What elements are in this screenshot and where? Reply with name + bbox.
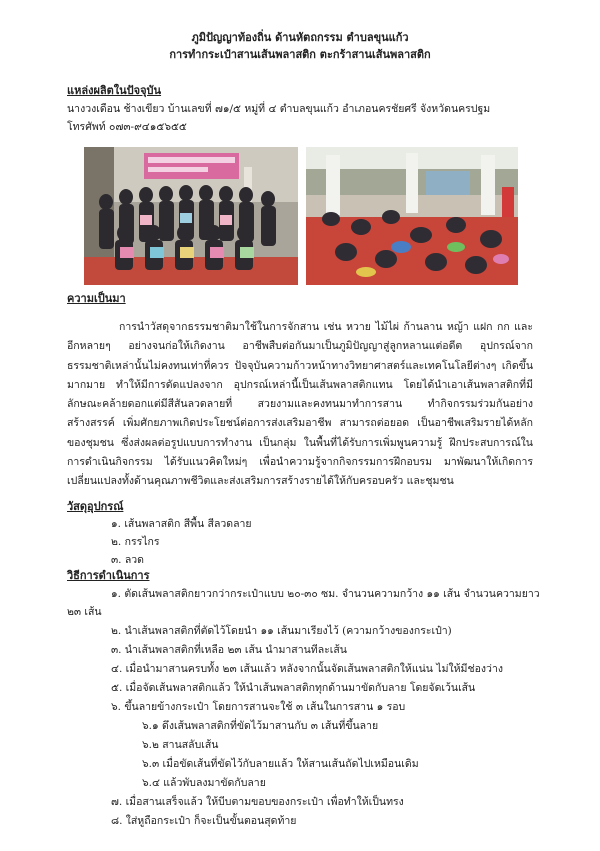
method-substep: ๖.๓ เมื่อขัดเส้นที่ขัดไว้กับลายแล้ว ให้สานเส้นถัดไปเหมือนเดิม (142, 758, 419, 770)
materials-heading: วัสดุอุปกรณ์ (67, 500, 124, 513)
method-step: ๑. ตัดเส้นพลาสติกยาวกว่ากระเป๋าแบบ ๒๐-๓๐ ซม. จำนวนความกว้าง ๑๑ เส้น จำนวนความยาว (111, 588, 540, 600)
method-step: ๘. ใส่หูถือกระเป๋า ก็จะเป็นขั้นตอนสุดท้าย (111, 815, 297, 827)
workshop-photo-icon (306, 147, 518, 285)
source-phone: โทรศัพท์ ๐๗๓-๙๔๑๕๖๕๕ (67, 121, 187, 133)
materials-item: ๑. เส้นพลาสติก สีพื้น สีลวดลาย (111, 518, 252, 530)
source-heading: แหล่งผลิตในปัจจุบัน (67, 84, 162, 97)
source-address: นางวงเดือน ช้างเขียว บ้านเลขที่ ๗๑/๕ หมู่ที่ ๔ ตำบลขุนแก้ว อำเภอนครชัยศรี จังหวัดนครปฐม (67, 103, 491, 115)
document-title: ภูมิปัญญาท้องถิ่น ด้านหัตถกรรม ตำบลขุนแก้ว (191, 31, 409, 44)
method-heading: วิธีการดำเนินการ (67, 569, 150, 582)
method-substep: ๖.๒ สานสลับเส้น (142, 739, 219, 751)
method-substep: ๖.๑ ดึงเส้นพลาสติกที่ขัดไว้มาสานกับ ๓ เส้นที่ขึ้นลาย (142, 720, 379, 732)
method-step: ๗. เมื่อสานเสร็จแล้ว ให้บีบตามขอบของกระเป๋า เพื่อทำให้เป็นทรง (111, 796, 404, 808)
materials-item: ๓. ลวด (111, 554, 145, 566)
method-step: ๕. เมื่อจัดเส้นพลาสติกแล้ว ให้นำเส้นพลาสติกทุกด้านมาขัดกับลาย โดยจัดเว้นเส้น (111, 682, 476, 694)
method-substep: ๖.๔ แล้วพับลงมาขัดกับลาย (142, 777, 266, 789)
method-step-continued: ๒๓ เส้น (67, 606, 102, 618)
background-heading: ความเป็นมา (67, 292, 126, 305)
materials-item: ๒. กรรไกร (111, 536, 160, 548)
method-step: ๒. นำเส้นพลาสติกที่ตัดไว้โดยนำ ๑๑ เส้นมาเรียงไว้ (ความกว้างของกระเป๋า) (111, 625, 452, 637)
method-step: ๖. ขึ้นลายข้างกระเป๋า โดยการสานจะใช้ ๓ เส้นในการสาน ๑ รอบ (111, 701, 406, 713)
background-text: การนำวัสดุจากธรรมชาติมาใช้ในการจักสาน เช่น หวาย ไม้ไผ่ ก้านลาน หญ้า แฝก กก และอีกหลายๆ อย่างจนก่อให้เกิดงาน อาชีพสืบต่อกันมาเป็นภูมิปัญญาสู่ลูกหลานแต่อดีต อุปกรณ์จากธรรมชาติเหล่านั้นไม่คงทนเท่าที่ควร ปัจจุบันความก้าวหน้าทางวิทยาศาสตร์และเทคโนโลยีต่างๆ เกิดขึ้นมากมาย ทำให้มีการดัดแปลงจาก อุปกรณ์เหล่านี้เป็นเส้นพลาสติกแทน โดยได้นำเอาเส้นพลาสติกที่มีลักษณะคล้ายดอกแต่มีสีสันลวดลายที่ สวยงามและคงทนมาทำการสาน ทำกิจกรรมร่วมกันอย่างสร้างสรรค์ เพิ่มศักยภาพเกิดประโยชน์ต่อการส่งเสริมอาชีพ สามารถต่อยอด เป็นอาชีพเสริมรายได้หลักของชุมชน ซึ่งส่งผลต่อรูปแบบการทำงาน เป็นกลุ่ม ในพื้นที่ได้รับการเพิ่มพูนความรู้ ฝึกประสบการณ์ในการดำเนินกิจกรรม ได้รับแนวคิดใหม่ๆ เพื่อนำความรู้จากกิจกรรมการฝึกอบรม มาพัฒนาให้เกิดการเปลี่ยนแปลงทั้งด้านคุณภาพชีวิตและส่งเสริมการสร้างรายได้ให้กับครอบครัว และชุมชน (67, 321, 533, 488)
group-photo-icon (84, 147, 298, 285)
method-step: ๔. เมื่อนำมาสานครบทั้ง ๒๓ เส้นแล้ว หลังจากนั้นจัดเส้นพลาสติกให้แน่น ไม่ให้มีช่องว่าง (111, 663, 503, 675)
background-paragraph (67, 318, 533, 492)
method-step: ๓. นำเส้นพลาสติกที่เหลือ ๒๓ เส้น นำมาสานทีละเส้น (111, 644, 347, 656)
document-subtitle: การทำกระเป๋าสานเส้นพลาสติก ตะกร้าสานเส้นพลาสติก (169, 48, 431, 61)
